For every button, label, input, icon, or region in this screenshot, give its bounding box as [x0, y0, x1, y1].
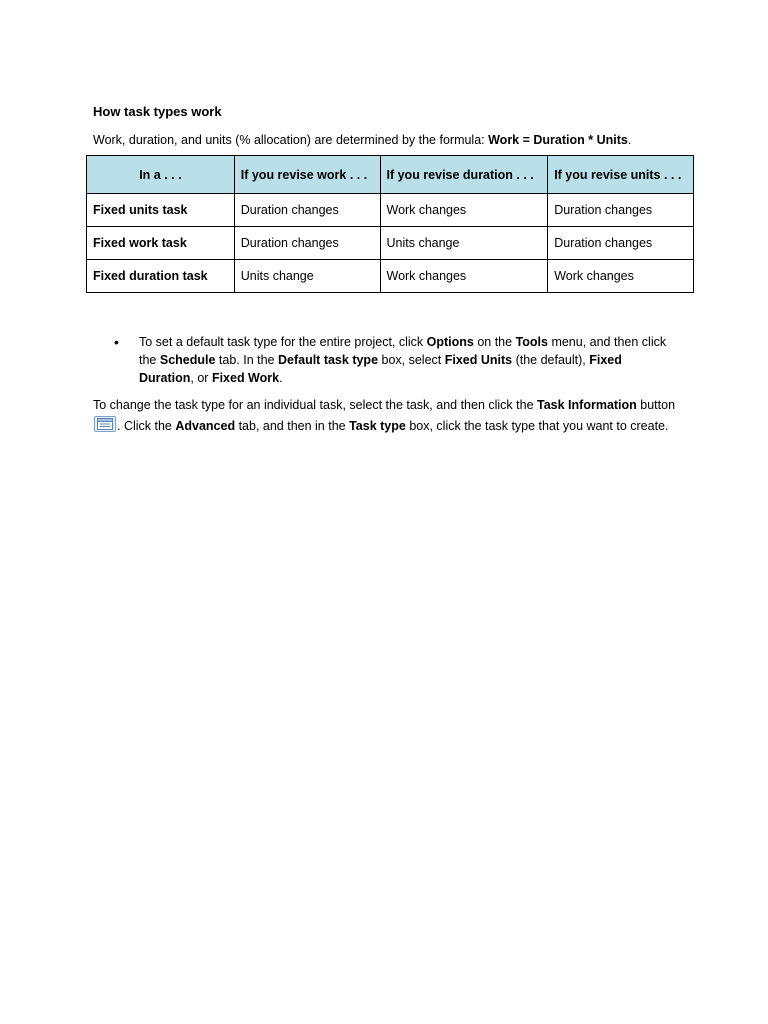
bold-run: Task type [349, 418, 406, 433]
task-types-table [86, 155, 694, 293]
table-cell: Duration changes [234, 227, 380, 260]
table-cell: Fixed work task [87, 227, 235, 260]
formula-text: Work = Duration * Units [488, 133, 628, 147]
table-cell: Duration changes [548, 227, 694, 260]
bullet-item [114, 333, 674, 387]
text-run: , or [190, 371, 212, 385]
table-header-cell: In a . . . [87, 156, 235, 194]
table-row [87, 227, 694, 260]
text-run: button [636, 398, 676, 412]
table-header-cell: If you revise work . . . [234, 156, 380, 194]
text-run: . [279, 371, 283, 385]
table-header-cell: If you revise units . . . [548, 156, 694, 194]
bold-run: Tools [515, 335, 548, 349]
bold-run: Schedule [159, 353, 216, 367]
text-run: To set a default task type for the entire project, click [139, 335, 427, 349]
table-cell: Work changes [380, 260, 548, 293]
table-cell: Units change [234, 260, 380, 293]
bold-run: Advanced [175, 418, 236, 433]
text-run: tab. In the [215, 353, 278, 367]
section-heading: How task types work [93, 104, 222, 119]
task-information-icon [94, 416, 116, 432]
bold-run: Fixed Duration [139, 353, 622, 385]
intro-lead: Work, duration, and units (% allocation) are determined by the formula: [93, 133, 489, 147]
bold-run: Fixed Units [444, 353, 513, 367]
table-header-cell: If you revise duration . . . [380, 156, 548, 194]
text-run: (the default), [512, 353, 590, 367]
table-cell: Fixed units task [87, 194, 235, 227]
instruction-paragraph [93, 396, 683, 436]
bold-run: Fixed Work [211, 371, 280, 385]
text-run: box, click the task type that you want to create. [405, 418, 669, 433]
intro-end: . [627, 133, 632, 147]
table-cell: Fixed duration task [87, 260, 235, 293]
table-cell: Duration changes [234, 194, 380, 227]
text-run: tab, and then in the [235, 418, 350, 433]
bold-run: Task Information [537, 398, 637, 412]
bullet-icon: • [114, 334, 119, 350]
bold-run: Default task type [277, 353, 379, 367]
table-cell: Units change [380, 227, 548, 260]
text-run: menu, and then click the [139, 335, 667, 367]
text-run: To change the task type for an individual task, select the task, and then click the [93, 398, 538, 412]
intro-text [93, 133, 631, 147]
table-cell: Work changes [548, 260, 694, 293]
text-run: on the [473, 335, 516, 349]
bold-run: Options [426, 335, 474, 349]
table-cell: Duration changes [548, 194, 694, 227]
text-run: box, select [378, 353, 445, 367]
text-run: . Click the [117, 418, 176, 433]
table-row [87, 194, 694, 227]
bullet-text [139, 333, 674, 387]
table-row [87, 260, 694, 293]
table-cell: Work changes [380, 194, 548, 227]
table-header-row [87, 156, 694, 194]
